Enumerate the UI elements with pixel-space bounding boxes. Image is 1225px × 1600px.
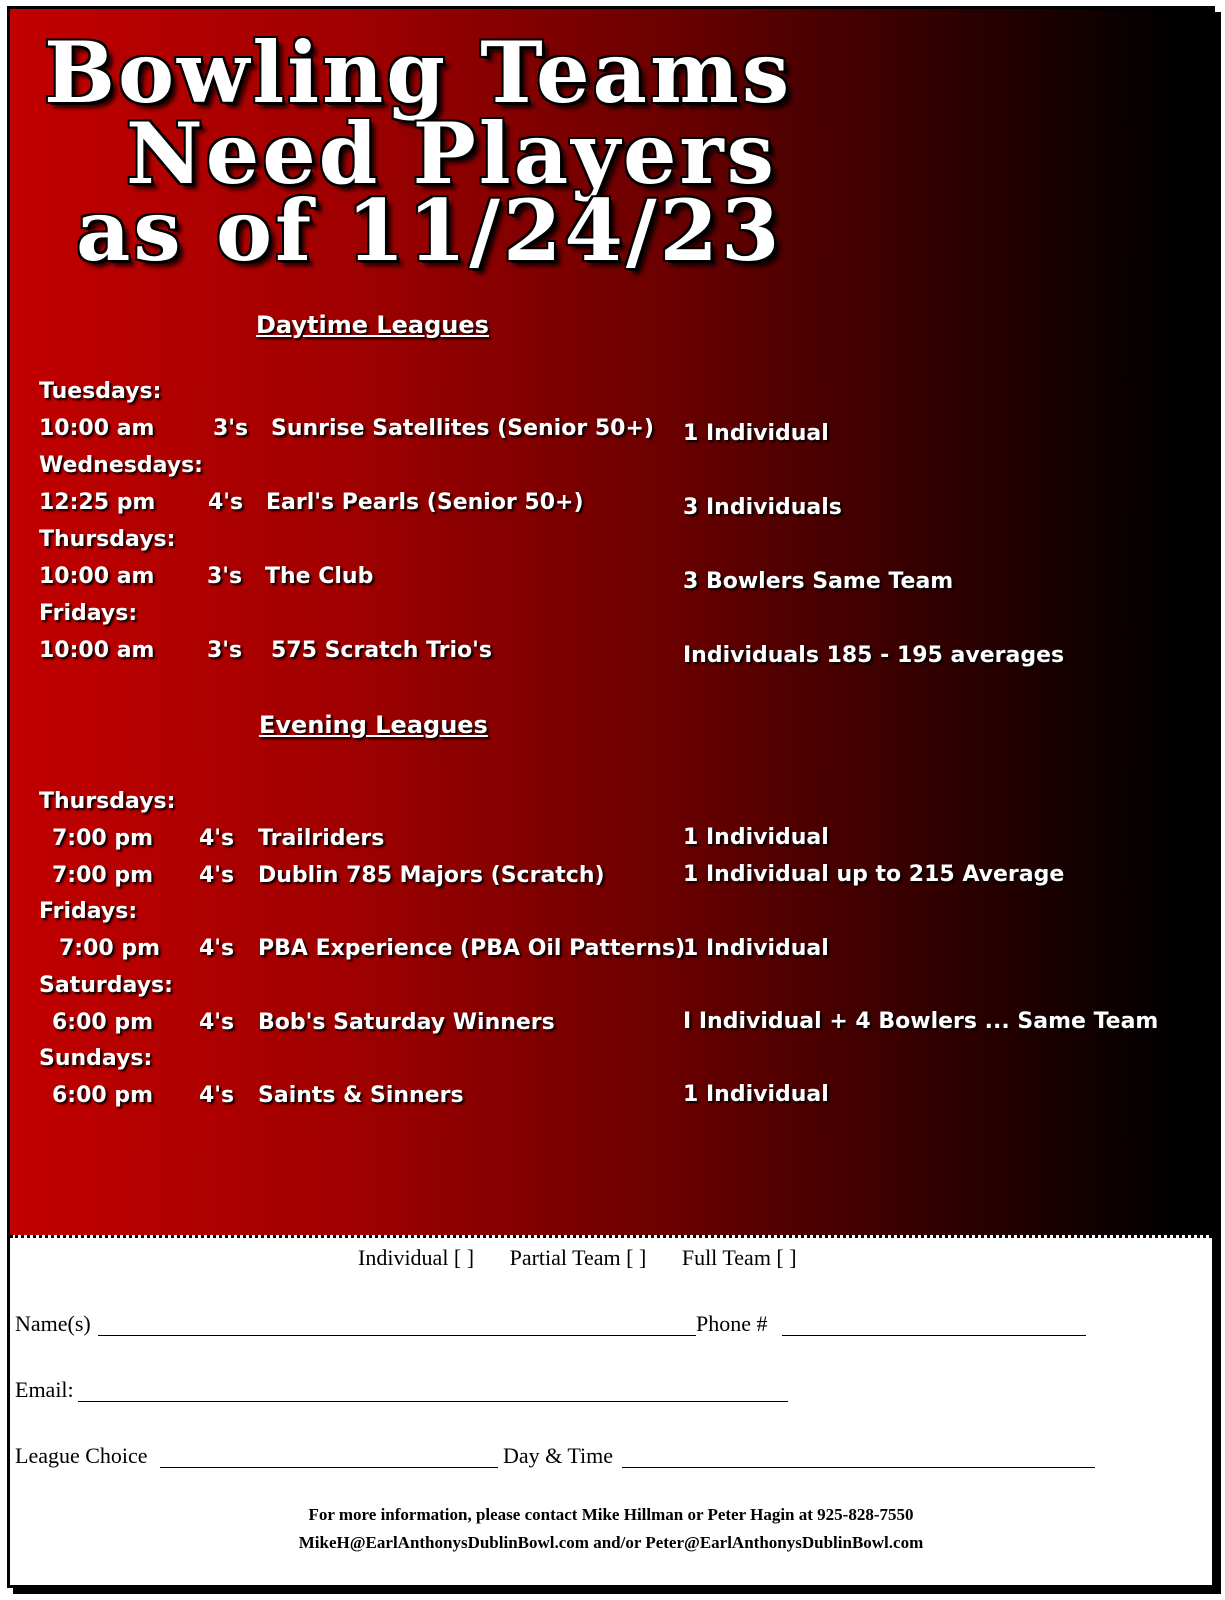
contact-info: For more information, please contact Mike Hillman or Peter Hagin at 925-828-7550 — [308, 1505, 914, 1524]
players-needed: 1 Individual — [683, 421, 829, 446]
red-banner — [10, 9, 1212, 1235]
league-time: 10:00 am — [39, 638, 155, 663]
league-name: Earl's Pearls (Senior 50+) — [266, 490, 584, 515]
daytime-heading: Daytime Leagues — [256, 311, 489, 339]
team-size: 3's — [213, 416, 249, 441]
players-needed: 1 Individual — [683, 1082, 829, 1107]
team-size: 4's — [199, 1083, 235, 1108]
league-name: PBA Experience (PBA Oil Patterns) — [258, 936, 686, 961]
players-needed: 1 Individual — [683, 936, 829, 961]
team-size: 4's — [199, 936, 235, 961]
option-full-team[interactable]: Full Team [ ] — [681, 1245, 797, 1270]
email-label: Email: — [15, 1377, 74, 1402]
team-type-options — [358, 1245, 827, 1271]
league-time: 12:25 pm — [39, 490, 156, 515]
league-name: Saints & Sinners — [258, 1083, 464, 1108]
players-needed: 1 Individual — [683, 825, 829, 850]
league-time: 7:00 pm — [52, 826, 154, 851]
contact-emails: MikeH@EarlAnthonysDublinBowl.com and/or Peter@EarlAnthonysDublinBowl.com — [298, 1533, 924, 1552]
players-needed: 1 Individual up to 215 Average — [683, 862, 1065, 887]
league-time: 7:00 pm — [59, 936, 161, 961]
league-time: 6:00 pm — [52, 1010, 154, 1035]
name-field[interactable] — [98, 1335, 696, 1336]
league-time: 10:00 am — [39, 416, 155, 441]
league-name: Dublin 785 Majors (Scratch) — [258, 863, 605, 888]
players-needed: 3 Individuals — [683, 495, 842, 520]
cut-line — [10, 1235, 1212, 1238]
team-size: 3's — [207, 564, 243, 589]
team-size: 4's — [199, 863, 235, 888]
league-name: Trailriders — [258, 826, 385, 851]
title-line-2: Need Players — [126, 104, 777, 203]
league-time: 6:00 pm — [52, 1083, 154, 1108]
day-time-label: Day & Time — [503, 1443, 614, 1468]
players-needed: Individuals 185 - 195 averages — [683, 643, 1065, 668]
players-needed: I Individual + 4 Bowlers ... Same Team — [683, 1009, 1159, 1034]
league-name: Sunrise Satellites (Senior 50+) — [271, 416, 654, 441]
day-time-field[interactable] — [622, 1467, 1095, 1468]
day-label: Fridays: — [39, 899, 138, 924]
league-name: The Club — [265, 564, 374, 589]
league-time: 7:00 pm — [52, 863, 154, 888]
day-label: Fridays: — [39, 601, 138, 626]
day-label: Sundays: — [39, 1046, 153, 1071]
day-label: Thursdays: — [39, 527, 176, 552]
team-size: 3's — [207, 638, 243, 663]
phone-field[interactable] — [782, 1335, 1086, 1336]
day-label: Tuesdays: — [39, 379, 162, 404]
name-label: Name(s) — [15, 1311, 91, 1336]
evening-heading: Evening Leagues — [259, 711, 488, 739]
league-time: 10:00 am — [39, 564, 155, 589]
league-choice-label: League Choice — [15, 1443, 148, 1468]
title-line-3: as of 11/24/23 — [76, 181, 783, 280]
flyer-panel — [7, 6, 1215, 1588]
league-choice-field[interactable] — [160, 1467, 498, 1468]
title-line-1: Bowling Teams — [44, 23, 793, 122]
phone-label: Phone # — [696, 1311, 768, 1336]
option-partial-team[interactable]: Partial Team [ ] — [509, 1245, 647, 1270]
option-individual[interactable]: Individual [ ] — [358, 1245, 475, 1270]
day-label: Thursdays: — [39, 789, 176, 814]
team-size: 4's — [208, 490, 244, 515]
players-needed: 3 Bowlers Same Team — [683, 569, 954, 594]
email-field[interactable] — [78, 1401, 788, 1402]
league-name: Bob's Saturday Winners — [258, 1010, 555, 1035]
day-label: Wednesdays: — [39, 453, 203, 478]
team-size: 4's — [199, 1010, 235, 1035]
day-label: Saturdays: — [39, 973, 173, 998]
league-name: 575 Scratch Trio's — [271, 638, 492, 663]
team-size: 4's — [199, 826, 235, 851]
